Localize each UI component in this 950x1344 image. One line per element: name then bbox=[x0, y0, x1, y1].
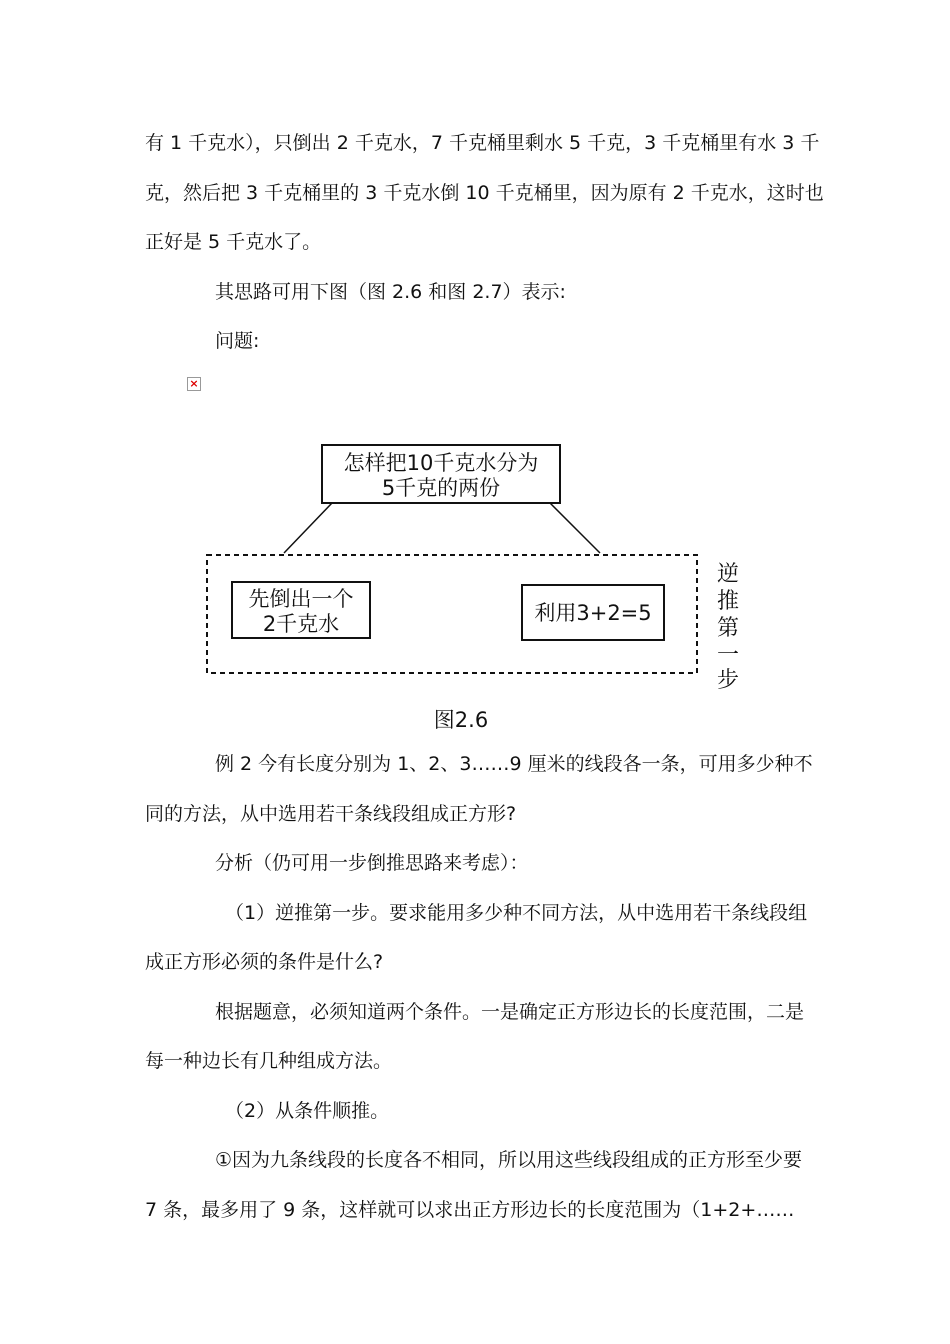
paragraph-line: 问题: bbox=[215, 330, 260, 352]
paragraph-line: 克，然后把 3 千克桶里的 3 千克水倒 10 千克桶里，因为原有 2 千克水，这时也 bbox=[145, 182, 824, 204]
condition-left-line-1: 先倒出一个 bbox=[248, 587, 354, 611]
side-label-char: 推 bbox=[716, 589, 740, 614]
paragraph-line: 其思路可用下图（图 2.6 和图 2.7）表示: bbox=[215, 281, 566, 303]
paragraph-line: （1）逆推第一步。要求能用多少种不同方法，从中选用若干条线段组 bbox=[225, 902, 808, 924]
paragraph-line: 成正方形必须的条件是什么? bbox=[145, 951, 384, 973]
connector-right bbox=[550, 503, 600, 553]
broken-image-icon: × bbox=[187, 377, 201, 391]
condition-right-text: 利用3+2=5 bbox=[534, 601, 652, 625]
paragraph-line: 每一种边长有几种组成方法。 bbox=[145, 1050, 393, 1072]
figure-diagram bbox=[200, 435, 760, 735]
paragraph-line: 分析（仍可用一步倒推思路来考虑）： bbox=[215, 852, 529, 874]
paragraph-line: ①因为九条线段的长度各不相同，所以用这些线段组成的正方形至少要 bbox=[215, 1149, 803, 1171]
condition-left-line-2: 2千克水 bbox=[262, 612, 340, 636]
figure-caption: 图2.6 bbox=[433, 708, 489, 732]
problem-box-line-2: 5千克的两份 bbox=[381, 476, 501, 500]
side-label-char: 步 bbox=[716, 668, 740, 693]
figure-2-6 bbox=[200, 435, 760, 740]
paragraph-line: 同的方法，从中选用若干条线段组成正方形? bbox=[145, 803, 517, 825]
problem-box-line-1: 怎样把10千克水分为 bbox=[343, 451, 539, 475]
paragraph-line: 有 1 千克水），只倒出 2 千克水，7 千克桶里剩水 5 千克，3 千克桶里有水 3 千 bbox=[145, 132, 820, 154]
side-label-char: 第 bbox=[716, 616, 740, 641]
paragraph-line: 根据题意，必须知道两个条件。一是确定正方形边长的长度范围，二是 bbox=[215, 1001, 805, 1023]
connector-left bbox=[284, 503, 332, 553]
side-label-char: 一 bbox=[716, 643, 740, 668]
side-label-char: 逆 bbox=[716, 562, 740, 587]
paragraph-line: 例 2 今有长度分别为 1、2、3……9 厘米的线段各一条，可用多少种不 bbox=[215, 753, 813, 775]
paragraph-line: （2）从条件顺推。 bbox=[225, 1100, 390, 1122]
paragraph-line: 7 条，最多用了 9 条，这样就可以求出正方形边长的长度范围为（1+2+…… bbox=[145, 1199, 795, 1221]
paragraph-line: 正好是 5 千克水了。 bbox=[145, 231, 322, 253]
